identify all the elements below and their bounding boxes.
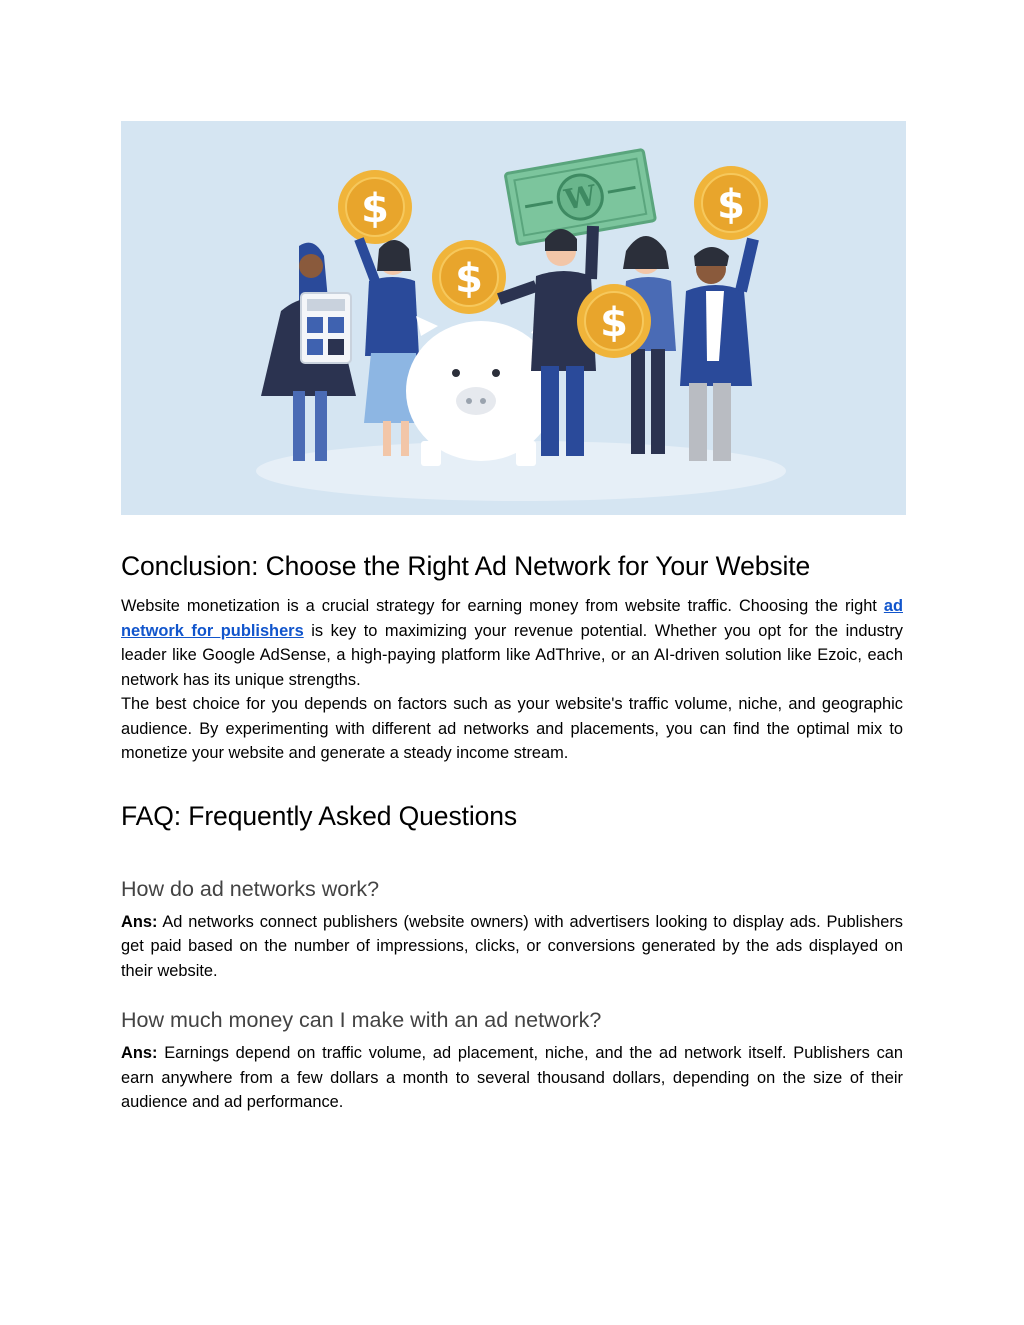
person-figure [359,239,424,456]
person-figure [680,239,753,461]
faq-answer [121,910,903,984]
answer-label: Ans: [121,1044,158,1062]
person-figure [261,243,356,461]
hero-illustration [121,121,906,515]
answer-text: Earnings depend on traffic volume, ad placement, niche, and the ad network itself. Publishers can earn anywhere from a few dollars a month to several thousand dollars, depending on the size of their audience and ad performance. [121,1044,903,1111]
svg-text:$: $ [717,182,745,228]
answer-text: Ad networks connect publishers (website owners) with advertisers looking to display ads. Publishers get paid based on the number of impressions, clicks, or conversions generated by the ads displayed on their website. [121,912,903,980]
coin-icon [338,170,412,244]
banknote-icon [505,149,655,244]
article-content [121,548,903,1115]
hero-svg [121,121,906,515]
faq-heading: FAQ: Frequently Asked Questions [121,800,518,831]
conclusion-paragraph-2: The best choice for you depends on factors such as your website's traffic volume, niche, and geographic audience. By experimenting with different ad networks and placements, you can find the optimal mix to monetize your website and generate a steady income stream. [121,695,903,762]
svg-text:$: $ [600,300,628,346]
banknote-symbol: W [562,178,599,217]
svg-text:$: $ [361,186,389,232]
coin-icon [432,240,506,314]
svg-text:$: $ [455,256,483,302]
faq-question: How much money can I make with an ad network? [121,1008,602,1032]
ad-network-link[interactable]: ad network for publishers [121,597,903,640]
conclusion-text: Website monetization is a crucial strategy for earning money from website traffic. Choosing the right [121,597,884,615]
coin-icon [694,166,768,240]
conclusion-paragraph-1 [121,594,903,692]
conclusion-text: is key to maximizing your revenue potential. Whether you opt for the industry leader like Google AdSense, a high-paying platform like AdThrive, or an AI-driven solution like Ezoic, each network has its unique strengths. [121,621,903,689]
answer-label: Ans: [121,912,158,931]
faq-answer [121,1041,903,1115]
conclusion-heading: Conclusion: Choose the Right Ad Network for Your Website [121,551,811,581]
coin-icon [577,284,651,358]
faq-question: How do ad networks work? [121,876,380,901]
